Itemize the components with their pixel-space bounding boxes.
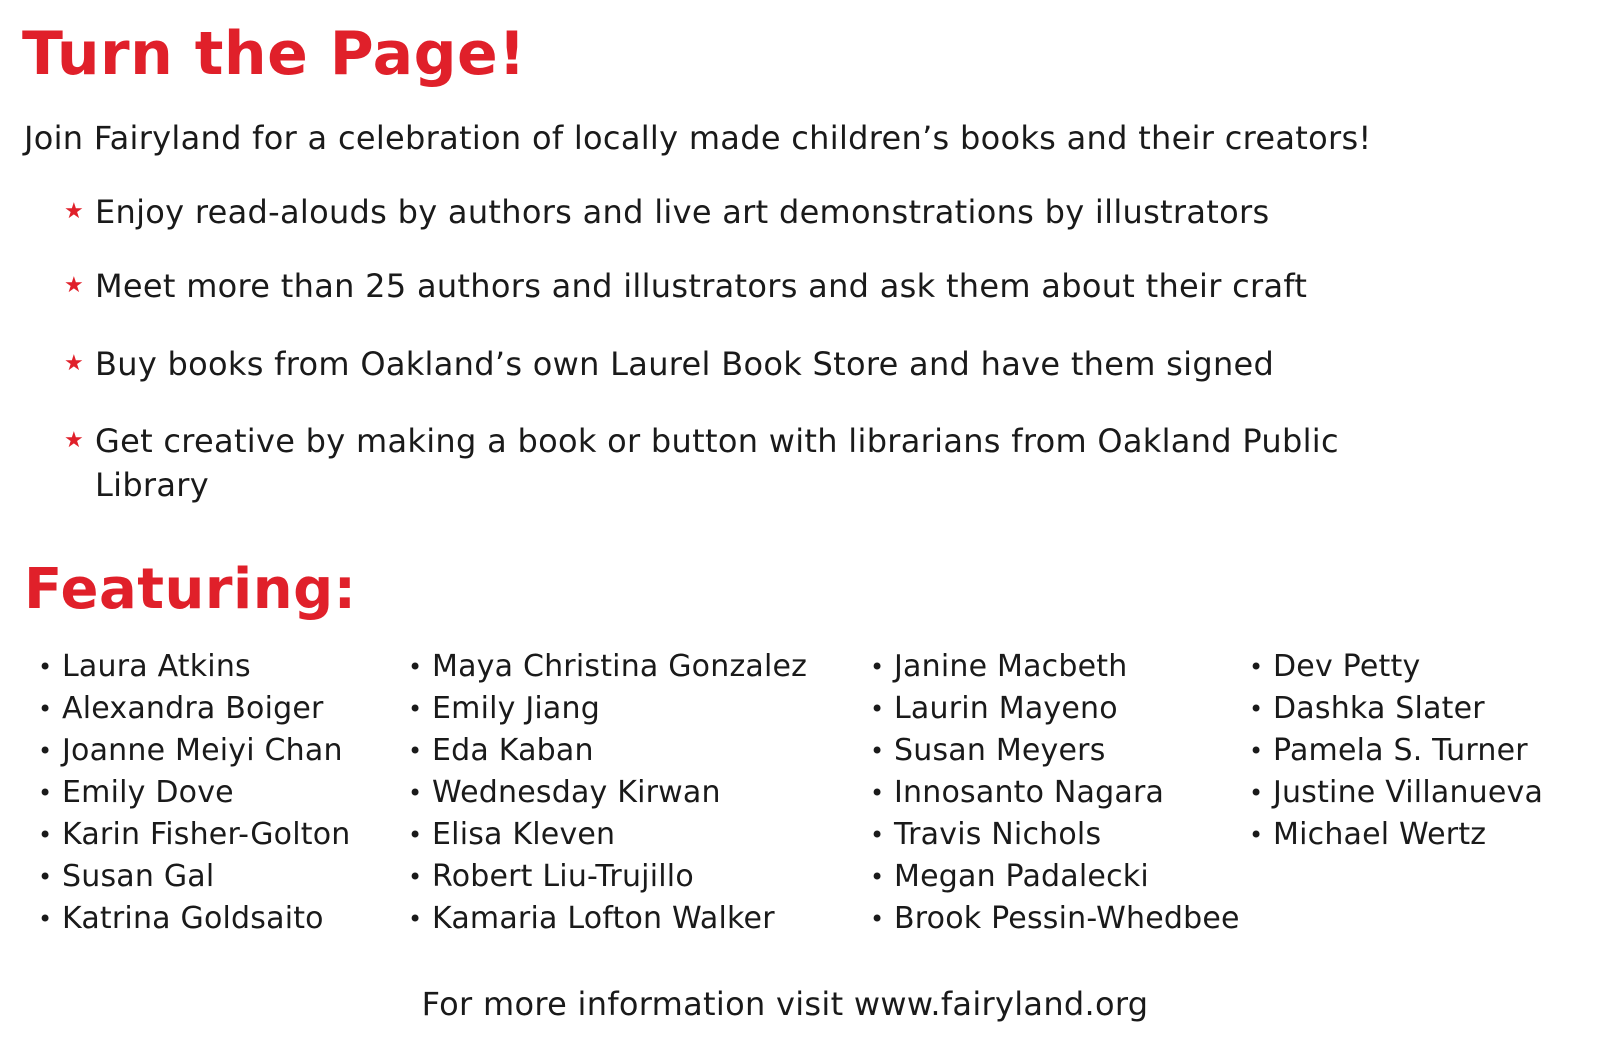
footer-info: For more information visit www.fairyland.org [421,985,1149,1023]
featured-person [870,898,1240,940]
person-name: Joanne Meiyi Chan [62,733,343,768]
activity-item [64,419,1424,507]
featuring-heading: Featuring: [24,557,357,622]
featured-person [408,730,807,772]
featured-person [408,898,807,940]
activity-text: Buy books from Oakland’s own Laurel Book Store and have them signed [95,345,1275,383]
person-name: Katrina Goldsaito [62,901,324,936]
person-name: Elisa Kleven [432,817,616,852]
featured-person [38,730,350,772]
featured-person [38,688,350,730]
activity-item [64,264,1424,308]
bullet-dot-icon: • [870,905,885,933]
featured-person [38,646,350,688]
person-name: Travis Nichols [894,817,1102,852]
bullet-dot-icon: • [38,737,53,765]
bullet-dot-icon: • [408,737,423,765]
person-name: Susan Gal [62,859,215,894]
featured-person [1249,646,1543,688]
star-icon: ★ [64,273,85,298]
person-name: Kamaria Lofton Walker [432,901,775,936]
person-name: Michael Wertz [1273,817,1487,852]
page-title: Turn the Page! [22,19,527,89]
person-name: Alexandra Boiger [62,691,324,726]
person-name: Robert Liu-Trujillo [432,859,694,894]
bullet-dot-icon: • [38,863,53,891]
person-name: Pamela S. Turner [1273,733,1528,768]
bullet-dot-icon: • [38,695,53,723]
featured-person [38,772,350,814]
star-icon: ★ [64,428,85,453]
featured-column-3 [870,646,1240,940]
featured-person [870,646,1240,688]
person-name: Innosanto Nagara [894,775,1165,810]
featured-person [408,856,807,898]
bullet-dot-icon: • [1249,653,1264,681]
bullet-dot-icon: • [38,905,53,933]
person-name: Wednesday Kirwan [432,775,721,810]
star-icon: ★ [64,199,85,224]
person-name: Dashka Slater [1273,691,1485,726]
person-name: Brook Pessin-Whedbee [894,901,1240,936]
bullet-dot-icon: • [408,653,423,681]
person-name: Karin Fisher-Golton [62,817,351,852]
featured-person [1249,688,1543,730]
bullet-dot-icon: • [38,653,53,681]
person-name: Maya Christina Gonzalez [432,649,808,684]
bullet-dot-icon: • [408,779,423,807]
bullet-dot-icon: • [870,863,885,891]
featured-person [408,688,807,730]
bullet-dot-icon: • [870,737,885,765]
person-name: Eda Kaban [432,733,594,768]
featured-person [38,898,350,940]
featured-person [870,856,1240,898]
featured-column-4 [1249,646,1543,856]
bullet-dot-icon: • [1249,821,1264,849]
bullet-dot-icon: • [38,779,53,807]
person-name: Janine Macbeth [894,649,1128,684]
person-name: Susan Meyers [894,733,1106,768]
bullet-dot-icon: • [1249,779,1264,807]
star-icon: ★ [64,351,85,376]
activity-item [64,342,1424,386]
featured-person [408,814,807,856]
bullet-dot-icon: • [870,821,885,849]
activity-item [64,190,1424,234]
bullet-dot-icon: • [870,653,885,681]
person-name: Emily Jiang [432,691,600,726]
featured-person [38,814,350,856]
person-name: Dev Petty [1273,649,1421,684]
featured-column-1 [38,646,350,940]
person-name: Megan Padalecki [894,859,1149,894]
bullet-dot-icon: • [870,779,885,807]
bullet-dot-icon: • [408,821,423,849]
activity-text: Get creative by making a book or button with librarians from Oakland Public Library [95,422,1339,504]
person-name: Justine Villanueva [1273,775,1544,810]
bullet-dot-icon: • [1249,695,1264,723]
featured-person [870,814,1240,856]
featured-person [1249,814,1543,856]
featured-person [1249,772,1543,814]
intro-text: Join Fairyland for a celebration of locally made children’s books and their creators! [24,119,1372,157]
bullet-dot-icon: • [408,905,423,933]
bullet-dot-icon: • [870,695,885,723]
featured-person [870,772,1240,814]
featured-person [408,772,807,814]
featured-person [38,856,350,898]
featured-person [870,688,1240,730]
activity-text: Meet more than 25 authors and illustrators and ask them about their craft [95,267,1308,305]
bullet-dot-icon: • [408,863,423,891]
person-name: Laurin Mayeno [894,691,1118,726]
bullet-dot-icon: • [408,695,423,723]
person-name: Laura Atkins [62,649,251,684]
featured-column-2 [408,646,807,940]
bullet-dot-icon: • [1249,737,1264,765]
activity-text: Enjoy read-alouds by authors and live art demonstrations by illustrators [95,193,1270,231]
featured-person [1249,730,1543,772]
featured-person [408,646,807,688]
person-name: Emily Dove [62,775,234,810]
bullet-dot-icon: • [38,821,53,849]
featured-person [870,730,1240,772]
